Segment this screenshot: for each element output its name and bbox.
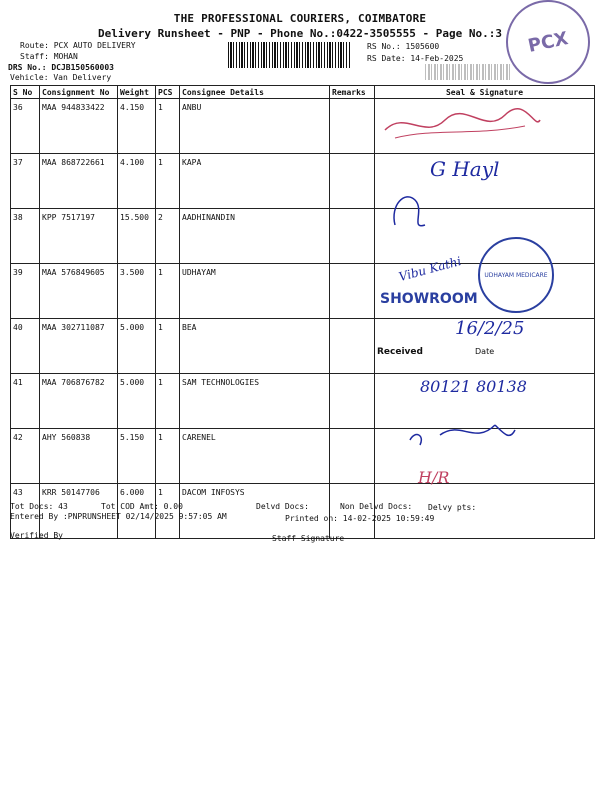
cell-consignment: MAA 944833422 [40,99,118,154]
cell-remarks [330,319,375,374]
signature-row42 [400,410,520,450]
col-weight: Weight [118,86,156,99]
signature-row39: Vibu Kathi [397,253,463,285]
cell-remarks [330,374,375,429]
cell-remarks [330,209,375,264]
vehicle-text: Vehicle: Van Delivery [10,73,112,82]
delvy-pts: Delvy pts: [428,503,477,512]
cell-pcs: 1 [156,154,180,209]
cell-weight: 5.000 [118,374,156,429]
cell-consignee: AADHINANDIN [180,209,330,264]
cell-sno: 43 [11,484,40,539]
cell-pcs: 1 [156,484,180,539]
pcx-stamp: PCX [498,0,598,92]
cell-sno: 42 [11,429,40,484]
faded-stamp-barcode [425,64,510,80]
cell-consignment: MAA 868722661 [40,154,118,209]
cell-consignment: KRR 50147706 [40,484,118,539]
col-seal-signature: Seal & Signature [375,86,595,99]
table-row [11,484,595,539]
date-label: Date [475,347,495,356]
barcode [228,42,350,68]
verified-by: Verified By [10,531,63,540]
printed-on: Printed on: 14-02-2025 10:59:49 [285,514,435,523]
cell-consignee: ANBU [180,99,330,154]
udhayam-stamp: UDHAYAM MEDICARE [478,237,554,313]
handwritten-date: 16/2/25 [455,318,525,339]
cell-pcs: 1 [156,374,180,429]
cell-weight: 3.500 [118,264,156,319]
cell-consignment: MAA 576849605 [40,264,118,319]
cell-sno: 39 [11,264,40,319]
cell-pcs: 2 [156,209,180,264]
handwritten-hr: H/R [418,468,450,487]
staff-signature: Staff Signature [272,534,345,543]
tot-docs: Tot Docs: 43 [10,502,68,511]
cell-weight: 4.150 [118,99,156,154]
signature-scribble-row36 [375,100,545,145]
cell-sno: 40 [11,319,40,374]
cell-remarks [330,429,375,484]
delvd-docs: Delvd Docs: [256,502,309,511]
non-delvd-docs: Non Delvd Docs: [340,502,413,511]
signature-row37: G Hayl [430,157,500,181]
tot-cod-amt: Tot COD Amt: 0.00 [101,502,183,511]
col-pcs: PCS [156,86,180,99]
cell-consignee: SAM TECHNOLOGIES [180,374,330,429]
entered-by: Entered By :PNPRUNSHEET 02/14/2025 9:57:05 AM [10,512,227,521]
cell-signature [375,484,595,539]
route-text: Route: PCX AUTO DELIVERY [20,41,136,50]
cell-consignee: BEA [180,319,330,374]
table-header-row [11,86,595,99]
cell-weight: 5.150 [118,429,156,484]
cell-consignment: AHY 560838 [40,429,118,484]
cell-consignment: MAA 302711087 [40,319,118,374]
rs-date: RS Date: 14-Feb-2025 [367,54,464,63]
cell-remarks [330,264,375,319]
company-title: THE PROFESSIONAL COURIERS, COIMBATORE [173,12,427,25]
col-remarks: Remarks [330,86,375,99]
handwritten-phone: 80121 80138 [420,377,527,396]
cell-remarks [330,154,375,209]
cell-weight: 5.000 [118,319,156,374]
cell-weight: 6.000 [118,484,156,539]
cell-remarks [330,484,375,539]
received-label: Received [377,347,423,357]
staff-text: Staff: MOHAN [20,52,78,61]
rs-no: RS No.: 1505600 [367,42,440,51]
cell-sno: 36 [11,99,40,154]
col-consignee: Consignee Details [180,86,330,99]
cell-sno: 41 [11,374,40,429]
cell-sno: 37 [11,154,40,209]
table-row [11,154,595,209]
showroom-stamp: SHOWROOM [380,291,478,307]
cell-sno: 38 [11,209,40,264]
cell-consignment: KPP 7517197 [40,209,118,264]
cell-consignment: MAA 706876782 [40,374,118,429]
cell-consignee: CARENEL [180,429,330,484]
cell-pcs: 1 [156,99,180,154]
cell-consignee: DACOM INFOSYS [180,484,330,539]
signature-row38 [385,185,445,245]
cell-pcs: 1 [156,429,180,484]
cell-weight: 15.500 [118,209,156,264]
col-sno: S No [11,86,40,99]
cell-pcs: 1 [156,319,180,374]
runsheet-subtitle: Delivery Runsheet - PNP - Phone No.:0422-3505555 - Page No.:3 [98,27,502,40]
cell-weight: 4.100 [118,154,156,209]
cell-remarks [330,99,375,154]
drs-no: DRS No.: DCJB150560003 [8,63,114,72]
col-consignment: Consignment No [40,86,118,99]
cell-consignee: UDHAYAM [180,264,330,319]
cell-consignee: KAPA [180,154,330,209]
cell-pcs: 1 [156,264,180,319]
